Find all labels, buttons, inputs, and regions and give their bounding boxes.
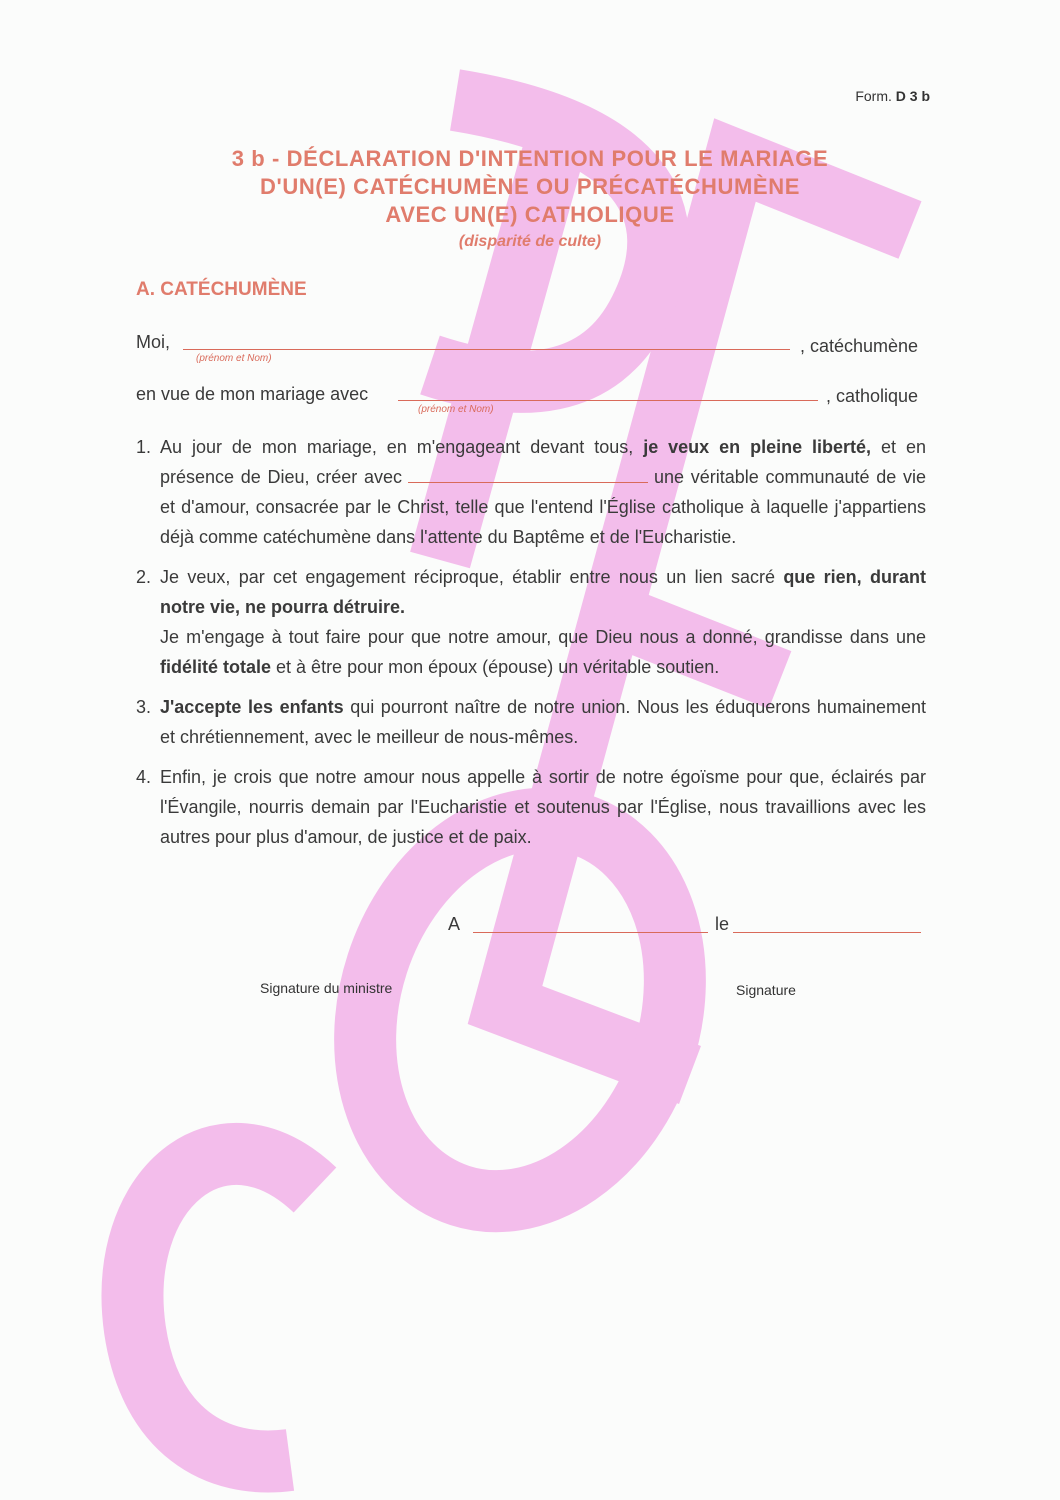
item-3-bold: J'accepte les enfants (160, 697, 344, 717)
item-1-part-a: Au jour de mon mariage, en m'engageant devant tous, (160, 437, 634, 457)
item-2-part-c: Je m'engage à tout faire pour que notre amour, que Dieu nous a donné, grandisse dans une (160, 627, 926, 647)
name-row-lead: Moi, (136, 332, 171, 352)
item-2-bold-2: fidélité totale (160, 657, 272, 677)
list-item (136, 692, 926, 752)
item-text (160, 432, 926, 552)
item-2-bold-1: que rien, durant notre vie, ne pourra détruire. (160, 567, 926, 617)
title-subtitle: (disparité de culte) (458, 233, 602, 250)
form-id (855, 88, 930, 104)
title-line-1: 3 b - DÉCLARATION D'INTENTION POUR LE MARIAGE (231, 146, 829, 171)
item-1-part-d: une véritable communauté de vie et d'amour, consacrée par le Christ, telle que l'entend l'Église catholique à laquelle j'appartiens déjà comme catéchumène dans l'attente du Baptême et de l'Eucharistie. (160, 467, 926, 547)
list-item (136, 762, 926, 852)
place-line[interactable] (473, 932, 708, 933)
section-heading: A. CATÉCHUMÈNE (136, 279, 307, 300)
item-text (160, 562, 926, 682)
place-label: A (448, 914, 461, 934)
item-3-part-a: qui pourront naître de notre union. Nous les éduquerons humainement et chrétiennement, avec le meilleur de nous-mêmes. (160, 697, 926, 747)
item-1-bold: je veux en pleine liberté, (643, 437, 872, 457)
name-line[interactable] (183, 349, 790, 350)
list-item (136, 562, 926, 682)
partner-blank[interactable] (408, 464, 648, 483)
name-row (136, 332, 170, 353)
date-line[interactable] (733, 932, 921, 933)
item-number: 4. (136, 767, 152, 787)
title-line-2: D'UN(E) CATÉCHUMÈNE OU PRÉCATÉCHUMÈNE (260, 174, 800, 199)
date-label: le (715, 914, 730, 934)
spouse-name-line[interactable] (398, 400, 818, 401)
list-item (136, 432, 926, 552)
spouse-row-lead: en vue de mon mariage avec (136, 384, 369, 404)
form-id-code: D 3 b (895, 88, 930, 104)
item-number: 3. (136, 697, 152, 717)
catholic-label: , catholique (826, 386, 919, 406)
item-1-part-c: et en présence de Dieu, créer avec (160, 437, 926, 487)
name-hint: (prénom et Nom) (196, 353, 272, 364)
spouse-hint: (prénom et Nom) (418, 404, 494, 415)
title-line-3: AVEC UN(E) CATHOLIQUE (385, 202, 675, 227)
minister-signature-label: Signature du ministre (260, 980, 393, 996)
signature-label: Signature (736, 982, 796, 998)
item-2-part-a: Je veux, par cet engagement réciproque, établir entre nous un lien sacré (160, 567, 775, 587)
form-id-prefix: Form. (855, 88, 892, 104)
item-number: 1. (136, 437, 152, 457)
item-text (160, 692, 926, 752)
declaration-items (136, 432, 926, 862)
item-number: 2. (136, 567, 152, 587)
document-title (0, 145, 1060, 253)
item-2-part-e: et à être pour mon époux (épouse) un véritable soutien. (276, 657, 720, 677)
item-text: Enfin, je crois que notre amour nous appelle à sortir de notre égoïsme pour que, éclairés par l'Évangile, nourris demain par l'Eucharistie et soutenus par l'Église, nous travaillions avec les autres pour plus d'amour, de justice et de paix. (160, 767, 926, 847)
catechumen-label: , catéchumène (800, 336, 919, 356)
